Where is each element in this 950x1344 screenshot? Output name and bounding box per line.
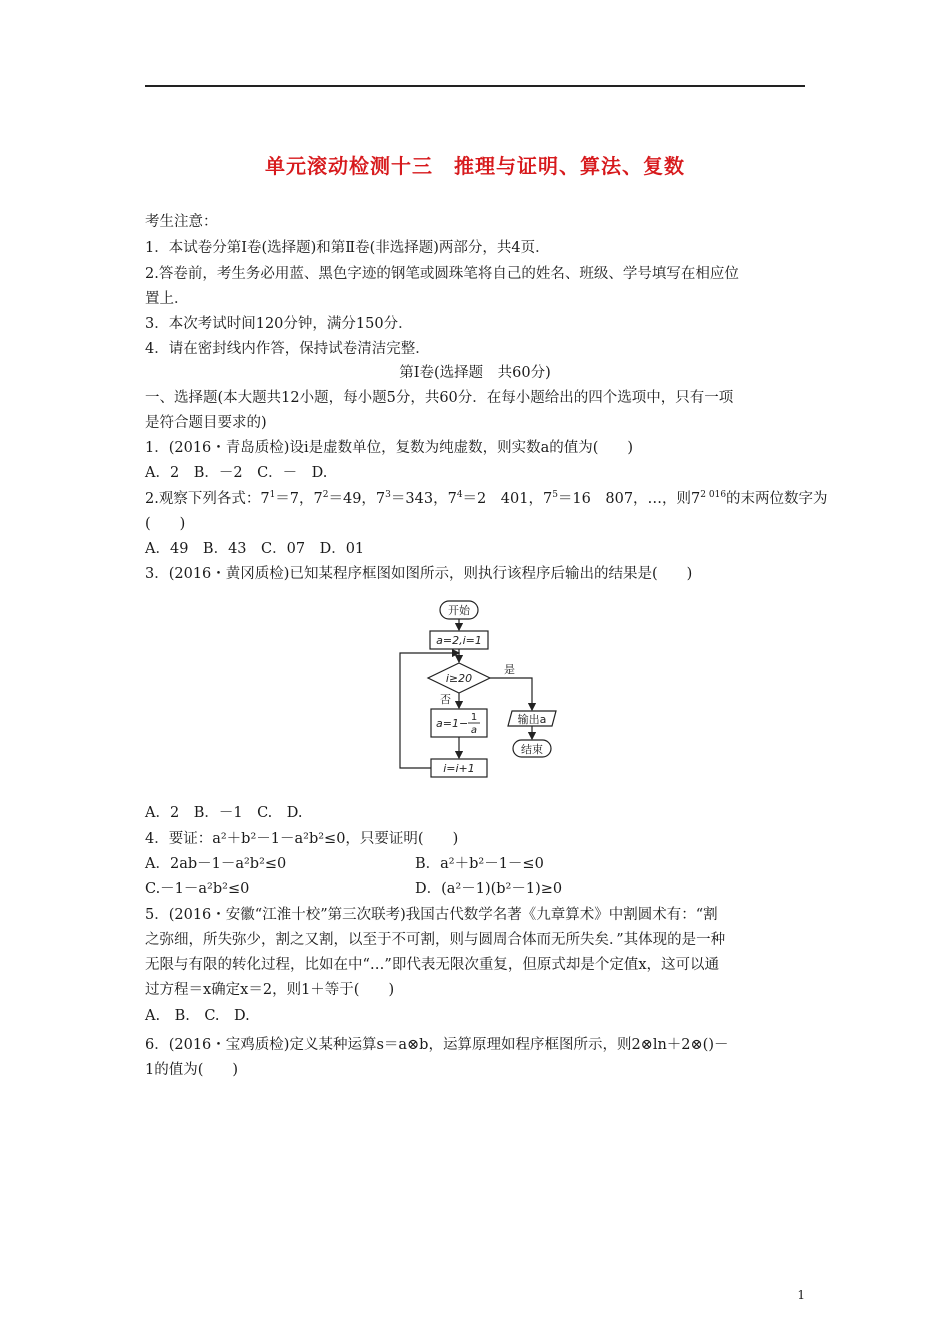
notice-heading: 考生注意：	[145, 214, 218, 230]
q2-stem: 2.观察下列各式：$7^1=7$，$7^2=49$，$7^3=343$，$7^4=2$ 401，$7^5=16$ 807，…，则$7^{2 016}$的末两位数字为	[145, 490, 828, 507]
notice-item-2: 2.答卷前，考生务必用蓝、黑色字迹的钢笔或圆珠笔将自己的姓名、班级、学号填写在相应位	[145, 266, 739, 282]
section-heading: 第Ⅰ卷(选择题 共60分)	[399, 365, 551, 381]
q5-line-3: 无限与有限的转化过程，比如在中“…”即代表无限次重复，但原式却是个定值x，这可以通	[145, 957, 719, 973]
q3-stem: 3．(2016・黄冈质检)已知某程序框图如图所示，则执行该程序后输出的结果是( )	[145, 566, 693, 582]
flowchart-frac-numerator: 1	[470, 712, 478, 723]
q2-stem-cont: ( )	[145, 516, 186, 532]
q4-option-a: A．2ab－1－a²b²≤0	[145, 856, 287, 872]
flowchart-assign-text: a=1−	[436, 717, 469, 730]
section-intro-line-1: 一、选择题(本大题共12小题，每小题5分，共60分．在每小题给出的四个选项中，只有一项	[145, 390, 734, 406]
page-title: 单元滚动检测十三 推理与证明、算法、复数	[265, 154, 685, 178]
q4-option-d: D．(a²－1)(b²－1)≥0	[415, 881, 563, 897]
flowchart-yes-label: 是	[504, 663, 515, 676]
q4-option-c: C.－1－a²b²≤0	[145, 881, 250, 897]
q6-line-1: 6．(2016・宝鸡质检)定义某种运算s＝a⊗b，运算原理如程序框图所示，则2⊗ln＋2⊗()－	[145, 1037, 729, 1053]
flowchart-condition-text: i≥20	[445, 672, 473, 685]
flowchart-init-text: a=2,i=1	[436, 634, 482, 647]
q5-line-4: 过方程＝x确定x＝2，则1＋等于( )	[145, 982, 395, 998]
notice-item-2-cont: 置上．	[145, 291, 189, 307]
page-number: 1	[797, 1288, 805, 1302]
flowchart-no-label: 否	[440, 693, 451, 706]
q4-stem: 4．要证：a²＋b²－1－a²b²≤0，只要证明( )	[145, 831, 459, 847]
q5-line-1: 5．(2016・安徽“江淮十校”第三次联考)我国古代数学名著《九章算术》中割圆术有：“割	[145, 907, 718, 923]
q1-stem: 1．(2016・青岛质检)设i是虚数单位，复数为纯虚数，则实数a的值为( )	[145, 440, 634, 456]
q5-options: A. B. C. D.	[145, 1008, 250, 1024]
q6-line-2: 1的值为( )	[145, 1062, 239, 1078]
notice-item-4: 4．请在密封线内作答，保持试卷清洁完整．	[145, 341, 430, 357]
section-intro-line-2: 是符合题目要求的)	[145, 415, 267, 431]
flowchart-start-text: 开始	[448, 604, 470, 617]
q1-options: A．2 B．－2 C．－ D.	[145, 465, 328, 481]
q2-options: A．49 B．43 C．07 D．01	[145, 541, 365, 557]
q3-options: A．2 B．－1 C. D.	[145, 805, 303, 821]
notice-item-1: 1．本试卷分第Ⅰ卷(选择题)和第Ⅱ卷(非选择题)两部分，共4页．	[145, 240, 550, 256]
flowchart-increment-text: i=i+1	[443, 762, 475, 775]
q5-line-2: 之弥细，所失弥少，割之又割，以至于不可割，则与圆周合体而无所失矣．”其体现的是一种	[145, 932, 726, 948]
q3-flowchart	[396, 598, 566, 790]
notice-item-3: 3．本次考试时间120分钟，满分150分．	[145, 316, 413, 332]
flowchart-frac-denominator: a	[470, 725, 478, 736]
header-rule	[145, 85, 805, 87]
q4-option-b: B．a²＋b²－1－≤0	[415, 856, 544, 872]
flowchart-output-text: 输出a	[517, 713, 547, 726]
flowchart-end-text: 结束	[521, 743, 543, 756]
